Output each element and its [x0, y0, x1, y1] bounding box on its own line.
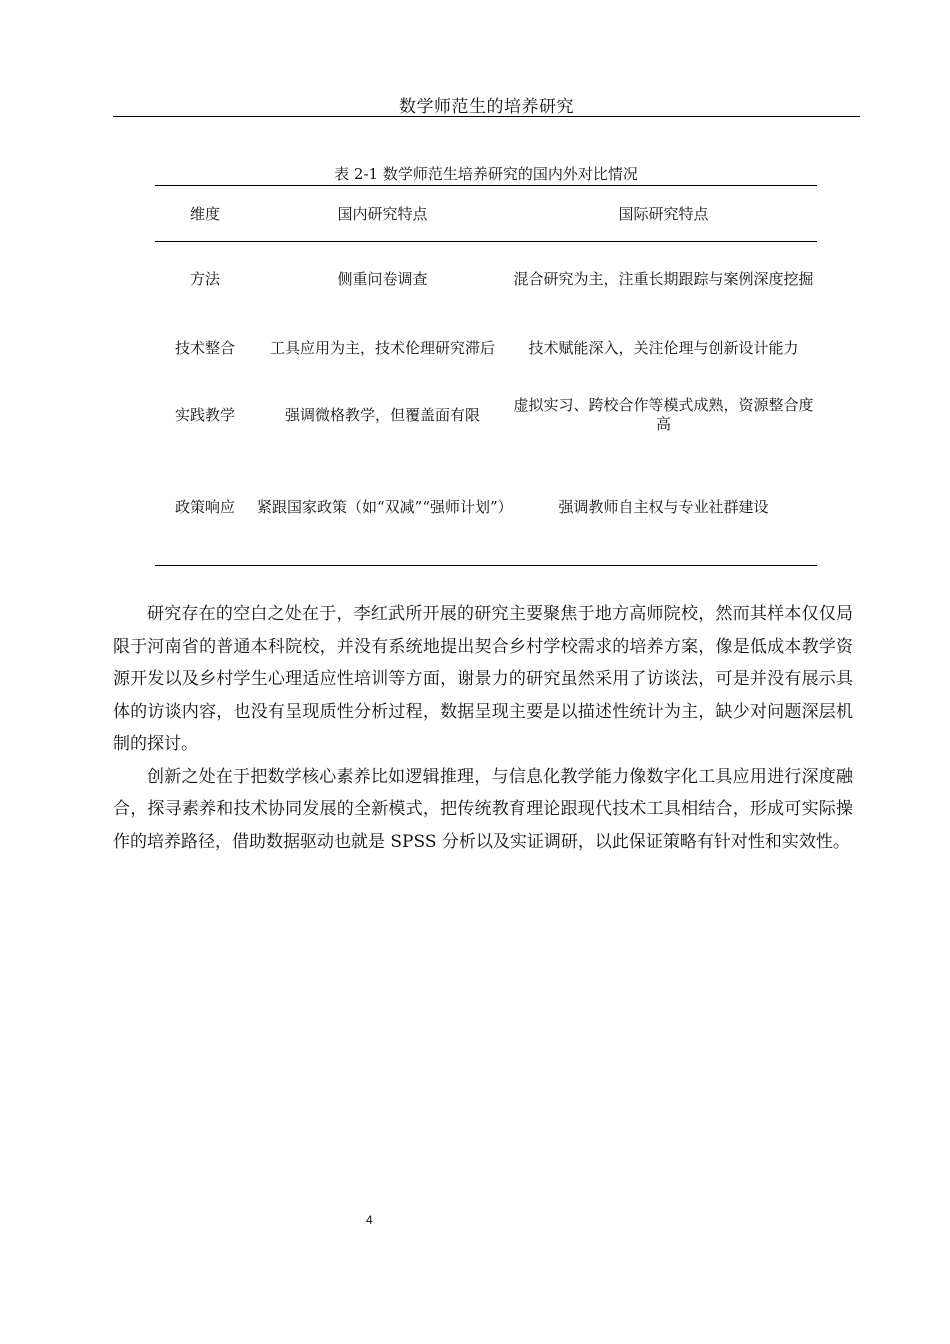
table-row: [155, 380, 817, 450]
column-header-domestic: 国内研究特点: [255, 186, 510, 242]
table-row: [155, 316, 817, 380]
column-header-international: 国际研究特点: [510, 186, 817, 242]
table-cell: 侧重问卷调查: [337, 269, 428, 288]
header-title: 数学师范生的培养研究: [399, 97, 574, 117]
table-header-row: [155, 186, 817, 242]
column-header-dimension: 维度: [155, 186, 255, 242]
table-cell: 技术赋能深入，关注伦理与创新设计能力: [528, 338, 799, 357]
table-cell: 混合研究为主，注重长期跟踪与案例深度挖掘: [513, 269, 814, 288]
table-cell: 强调教师自主权与专业社群建设: [510, 450, 817, 566]
table-cell: 工具应用为主，技术伦理研究滞后: [269, 338, 495, 357]
table-cell: 虚拟实习、跨校合作等模式成熟，资源整合度高: [513, 396, 814, 433]
table-cell: 技术整合: [174, 338, 235, 357]
paragraph-innovation: 创新之处在于把数学核心素养比如逻辑推理，与信息化教学能力像数字化工具应用进行深度融合，探寻素养和技术协同发展的全新模式，把传统教育理论跟现代技术工具相结合，形成可实际操作的培养路径，借助数据驱动也就是 SPSS 分析以及实证调研，以此保证策略有针对性和实效性。: [113, 766, 853, 852]
page-header: [113, 90, 860, 117]
table-cell: 紧跟国家政策（如“双减”“强师计划”）: [255, 450, 510, 566]
comparison-table: [155, 185, 817, 566]
table-caption: 表 2-1 数学师范生培养研究的国内外对比情况: [334, 165, 638, 183]
page-number: 4: [366, 1213, 373, 1227]
body-text: [113, 598, 853, 858]
paragraph-research-gap: 研究存在的空白之处在于，李红武所开展的研究主要聚焦于地方高师院校，然而其样本仅仅局限于河南省的普通本科院校，并没有系统地提出契合乡村学校需求的培养方案，像是低成本教学资源开发以及乡村学生心理适应性培训等方面，谢景力的研究虽然采用了访谈法，可是并没有展示具体的访谈内容，也没有呈现质性分析过程，数据呈现主要是以描述性统计为主，缺少对问题深层机制的探讨。: [113, 604, 853, 754]
table-row: [155, 450, 817, 566]
table-cell: 政策响应: [155, 450, 255, 566]
table-cell: 实践教学: [174, 405, 235, 424]
table-cell: 方法: [189, 269, 220, 288]
table-row: [155, 242, 817, 317]
table-cell: 强调微格教学，但覆盖面有限: [284, 405, 480, 424]
